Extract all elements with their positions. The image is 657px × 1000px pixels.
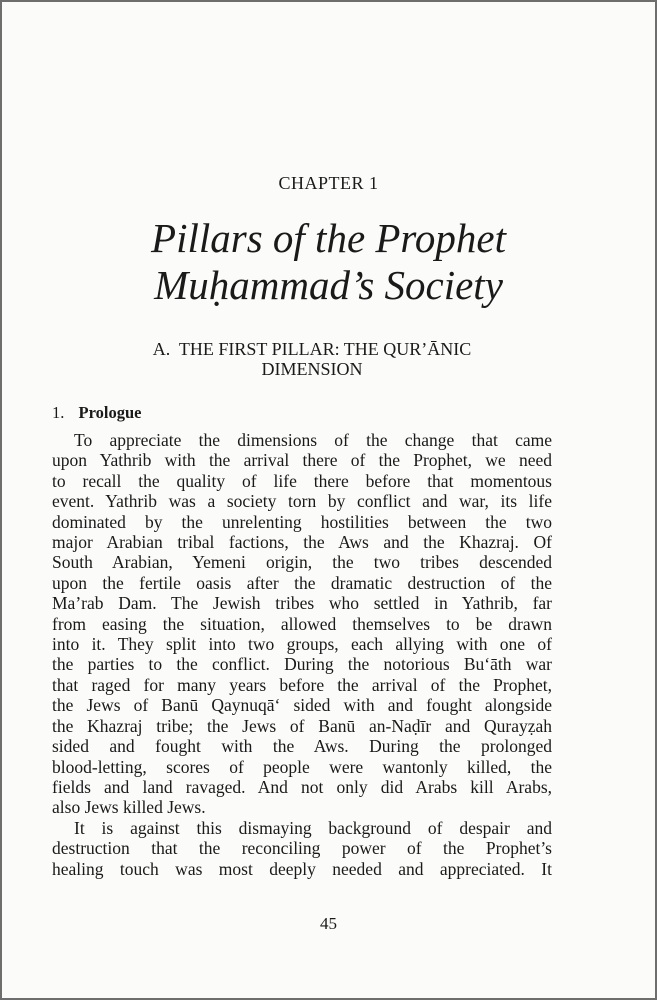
text-line: dominated by the unrelenting hostilities between the two [52,511,552,532]
text-line: sided and fought with the Aws. During the prolonged [52,736,552,757]
chapter-title-line: Muḥammad’s Society [154,262,503,308]
text-line: into it. They split into two groups, each allying with one of [52,634,552,655]
text-line: healing touch was most deeply needed and appreciated. It [52,858,552,879]
text-line: To appreciate the dimensions of the change that came [74,430,552,450]
text-line: fields and land ravaged. And not only did Arabs kill Arabs, [52,776,552,797]
section-heading-line: DIMENSION [261,359,363,379]
text-line: event. Yathrib was a society torn by conflict and war, its life [52,491,552,512]
text-line: destruction that the reconciling power of the Prophet’s [52,838,552,859]
text-line: the parties to the conflict. During the notorious Bu‘āth war [52,654,552,675]
text-line: It is against this dismaying background of despair and [74,817,552,838]
subsection-number: 1. [52,403,65,422]
chapter-title-line: Pillars of the Prophet [151,215,506,261]
text-line: South Arabian, Yemeni origin, the two tribes descended [52,552,552,573]
text-line: Ma’rab Dam. The Jewish tribes who settled in Yathrib, far [52,593,552,614]
page-number: 45 [320,914,337,933]
text-line: that raged for many years before the arrival of the Prophet, [52,674,552,695]
text-line: from easing the situation, allowed themselves to be drawn [52,613,552,634]
text-line: the Khazraj tribe; the Jews of Banū an-Naḍīr and Qurayẓah [52,715,552,736]
text-line: blood-letting, scores of people were wantonly killed, the [52,756,552,777]
section-heading [62,339,562,379]
paragraph [52,818,552,879]
text-line: upon Yathrib with the arrival there of the Prophet, we need [52,450,552,471]
text-line: the Jews of Banū Qaynuqā‘ sided with and fought alongside [52,695,552,716]
subsection-title: Prologue [78,403,142,422]
body-text [52,430,552,879]
text-line: major Arabian tribal factions, the Aws and the Khazraj. Of [52,532,552,553]
text-line: upon the fertile oasis after the dramatic destruction of the [52,572,552,593]
section-heading-line: A. THE FIRST PILLAR: THE QUR’ĀNIC [152,339,472,359]
text-line: to recall the quality of life there before that momentous [52,470,552,491]
text-line: also Jews killed Jews. [52,797,206,818]
chapter-title [2,215,655,309]
chapter-label: CHAPTER 1 [278,173,379,193]
paragraph [52,430,552,818]
subsection-heading [52,403,141,423]
